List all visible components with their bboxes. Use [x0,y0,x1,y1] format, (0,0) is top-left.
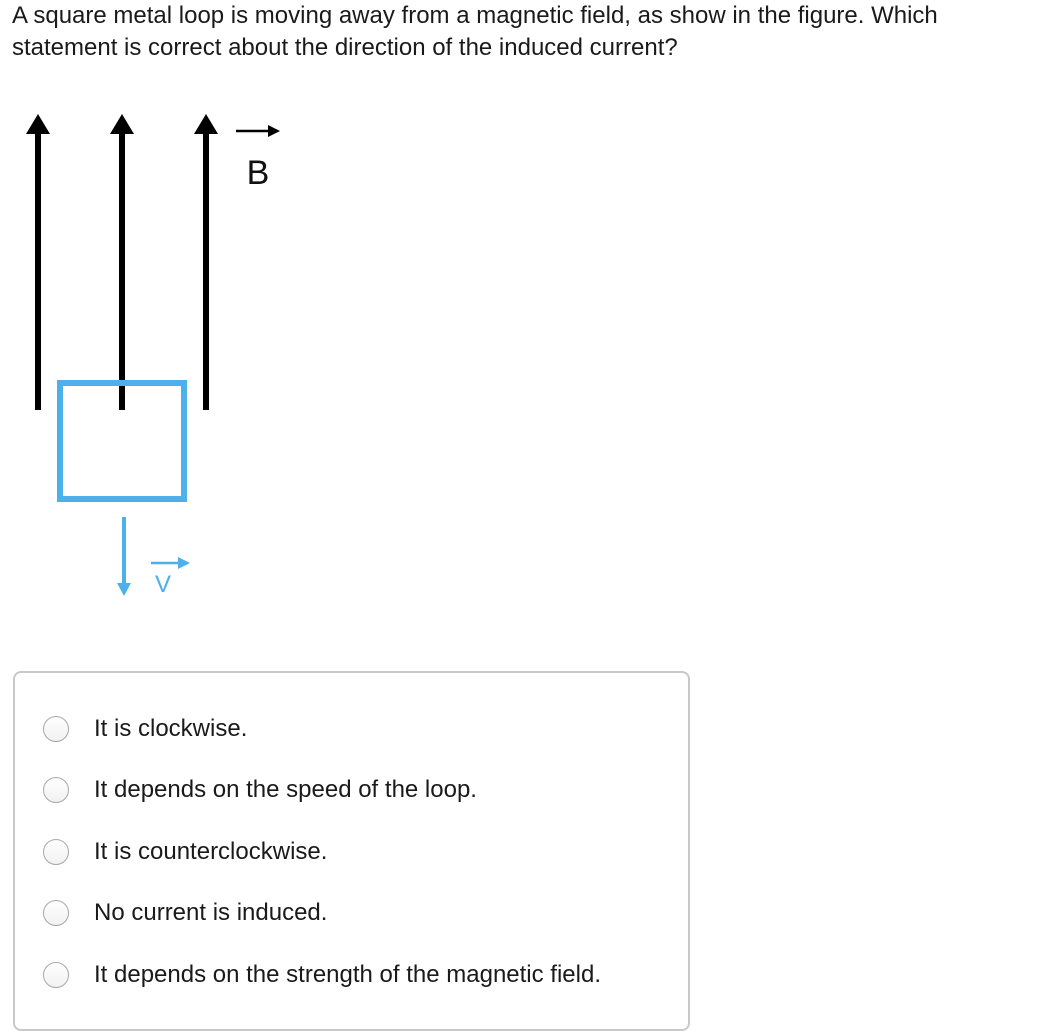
choice-label[interactable]: No current is induced. [94,899,328,926]
choice-label[interactable]: It depends on the strength of the magnetic field. [94,961,601,988]
choice-label[interactable]: It is clockwise. [94,715,248,742]
choice-depends-on-field-strength[interactable] [15,955,685,995]
answer-choices [13,671,690,1031]
field-vector-label [236,125,280,192]
choice-counterclockwise[interactable] [15,832,685,872]
choice-depends-on-speed[interactable] [15,770,685,810]
field-lines [26,114,218,410]
magnetic-field-figure [0,100,400,620]
velocity-vector-arrowhead [178,557,190,569]
question-text: A square metal loop is moving away from a magnetic field, as show in the figure. Which statement is correct about the direction of the induced current? [12,2,938,61]
field-label: B [246,154,270,192]
radio-button[interactable] [43,777,69,803]
radio-button[interactable] [43,900,69,926]
field-vector-arrowhead [268,125,280,137]
velocity-vector-label [151,557,190,598]
field-line-1-arrowhead [26,114,50,134]
field-line-3-arrowhead [194,114,218,134]
velocity-arrow [117,517,131,596]
choice-label[interactable]: It depends on the speed of the loop. [94,776,477,803]
choice-label[interactable]: It is counterclockwise. [94,838,328,865]
choice-no-current[interactable] [15,893,685,933]
velocity-arrowhead [117,583,131,596]
radio-button[interactable] [43,839,69,865]
velocity-label: V [154,571,172,598]
radio-button[interactable] [43,962,69,988]
radio-button[interactable] [43,716,69,742]
choice-clockwise[interactable] [15,709,685,749]
field-line-2-arrowhead [110,114,134,134]
